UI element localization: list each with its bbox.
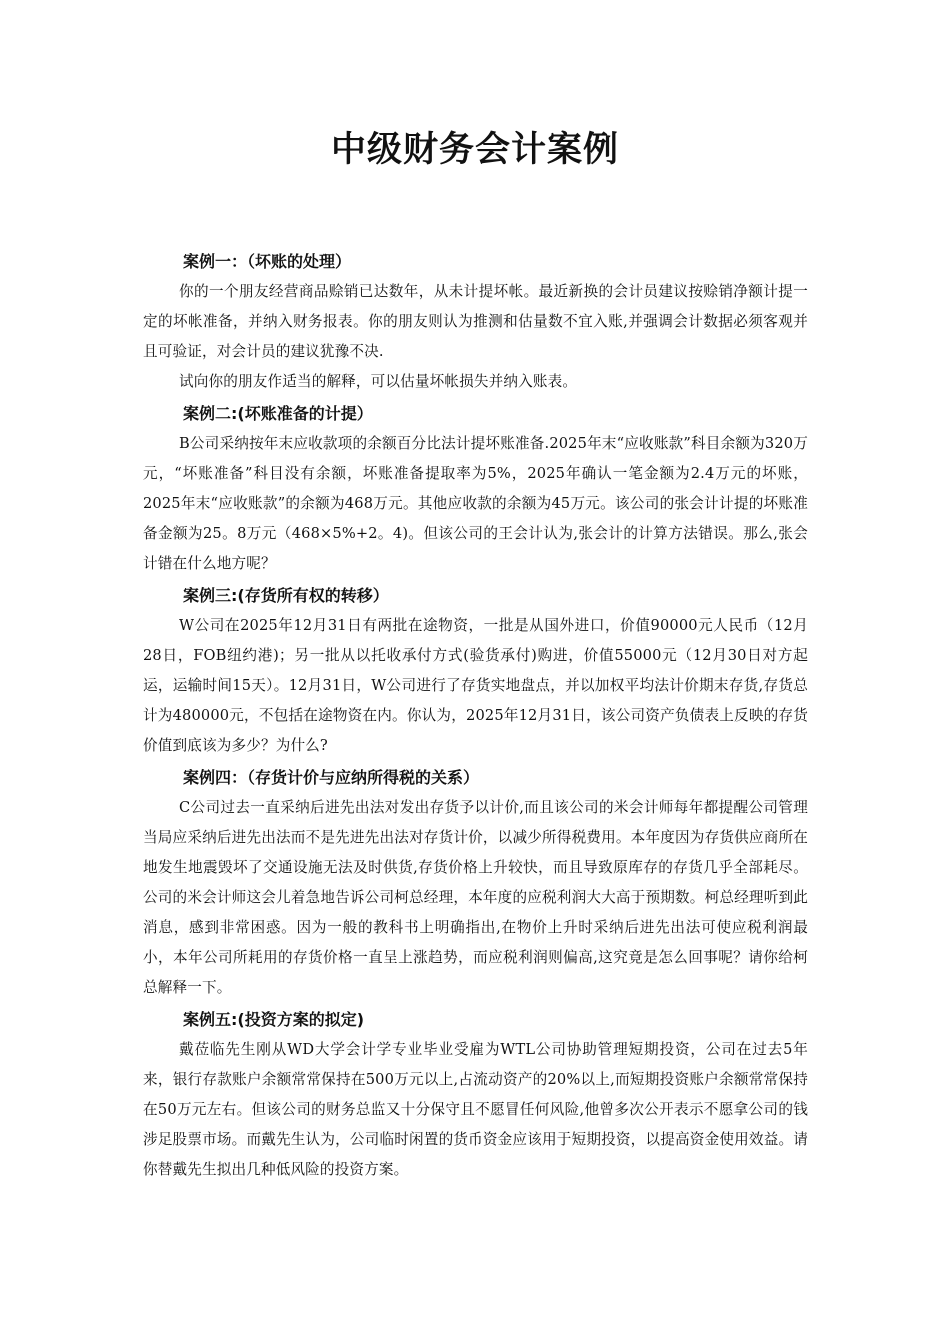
case-heading: 案例四：（存货计价与应纳所得税的关系） [183,768,480,787]
case-paragraph: W公司在2025年12月31日有两批在途物资，一批是从国外进口，价值90000元人民币（12月28日，FOB纽约港)；另一批从以托收承付方式(验货承付)购进，价值55000元（12月30日对方起运，运输时间15天）。12月31日，W公司进行了存货实地盘点，并以加权平均法计价期末存货,存货总计为480000元，不包括在途物资在内。你认为，2025年12月31日，该公司资产负债表上反映的存货价值到底该为多少？为什么? [143,617,808,754]
case-paragraph: 戴莅临先生刚从WD大学会计学专业毕业受雇为WTL公司协助管理短期投资，公司在过去5年来，银行存款账户余额常常保持在500万元以上,占流动资产的20%以上,而短期投资账户余额常常保持在50万元左右。但该公司的财务总监又十分保守且不愿冒任何风险,他曾多次公开表示不愿拿公司的钱涉足股票市场。而戴先生认为，公司临时闲置的货币资金应该用于短期投资，以提高资金使用效益。请你替戴先生拟出几种低风险的投资方案。 [143,1041,808,1178]
case-paragraph: B公司采纳按年末应收款项的余额百分比法计提坏账准备.2025年末“应收账款”科目余额为320万元，“坏账准备”科目没有余额，坏账准备提取率为5%，2025年确认一笔金额为2.4万元的坏账，2025年末“应收账款”的余额为468万元。其他应收款的余额为45万元。该公司的张会计计提的坏账准备金额为25。8万元（468×5%+2。4)。但该公司的王会计认为,张会计的计算方法错误。那么,张会计错在什么地方呢？ [143,435,808,572]
case-paragraph: 试向你的朋友作适当的解释，可以估量坏帐损失并纳入账表。 [179,373,578,390]
case-heading: 案例三:(存货所有权的转移） [183,586,389,605]
case-paragraph: 你的一个朋友经营商品赊销已达数年，从未计提坏帐。最近新换的会计员建议按赊销净额计提一定的坏帐准备，并纳入财务报表。你的朋友则认为推测和估量数不宜入账,并强调会计数据必须客观并且可验证，对会计员的建议犹豫不决. [143,283,808,360]
case-2 [143,399,808,579]
case-3 [143,581,808,761]
case-heading: 案例一：（坏账的处理） [183,252,352,271]
case-4 [143,763,808,1003]
case-paragraph: C公司过去一直采纳后进先出法对发出存货予以计价,而且该公司的米会计师每年都提醒公司管理当局应采纳后进先出法而不是先进先出法对存货计价，以减少所得税费用。本年度因为存货供应商所在地发生地震毁坏了交通设施无法及时供货,存货价格上升较快，而且导致原库存的存货几乎全部耗尽。公司的米会计师这会儿着急地告诉公司柯总经理，本年度的应税利润大大高于预期数。柯总经理听到此消息，感到非常困惑。因为一般的教科书上明确指出,在物价上升时采纳后进先出法可使应税利润最小，本年公司所耗用的存货价格一直呈上涨趋势，而应税利润则偏高,这究竟是怎么回事呢？请你给柯总解释一下。 [143,799,808,996]
page-title: 中级财务会计案例 [330,130,619,170]
case-heading: 案例五:(投资方案的拟定) [183,1010,365,1029]
case-heading: 案例二:(坏账准备的计提） [183,404,373,423]
document-body [143,247,808,1185]
case-5 [143,1005,808,1185]
case-1 [143,247,808,397]
